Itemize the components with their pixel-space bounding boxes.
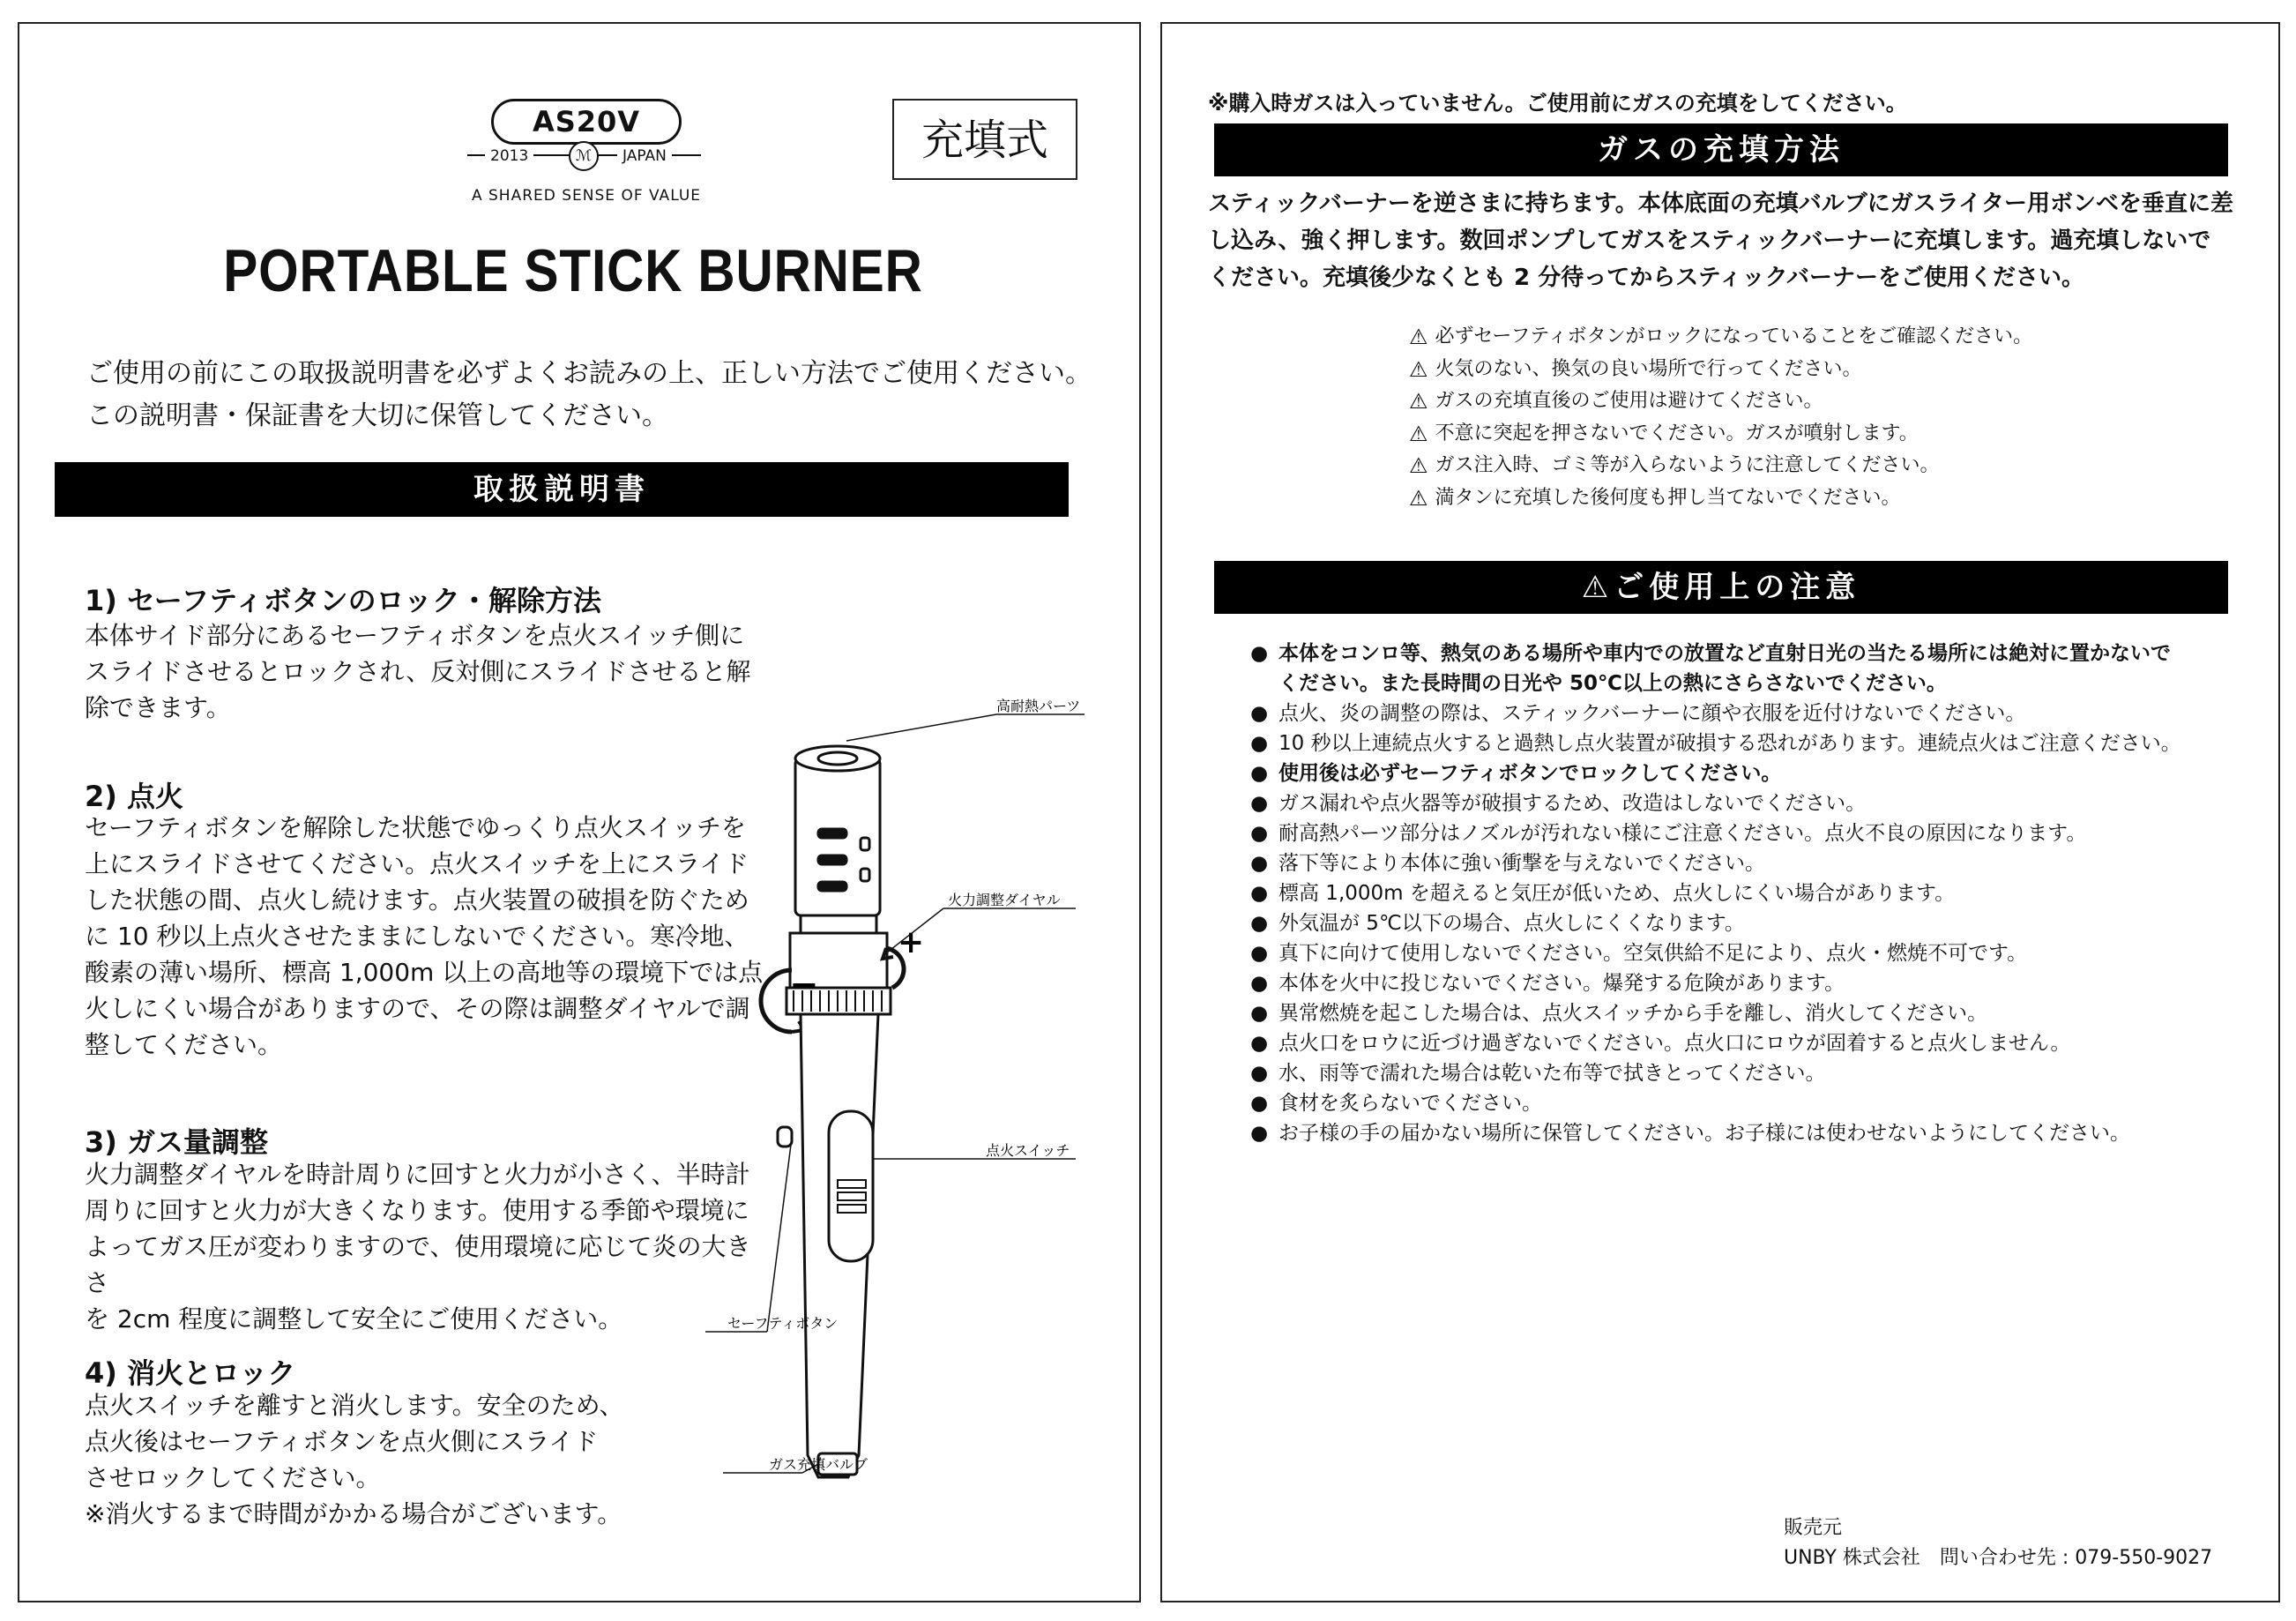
caution-item bbox=[1250, 818, 2220, 848]
bullet-icon: ● bbox=[1250, 912, 1269, 935]
body-line: 火力調整ダイヤルを時計周りに回すと火力が小さく、半時計 bbox=[85, 1160, 750, 1189]
body-line: 点火スイッチを離すと消火します。安全のため、 bbox=[85, 1391, 624, 1420]
warning-icon: ⚠ bbox=[1409, 421, 1428, 446]
caution-text: 耐高熱パーツ部分はノズルが汚れない様にご注意ください。点火不良の原因になります。 bbox=[1278, 822, 2087, 845]
body-line: セーフティボタンを解除した状態でゆっくり点火スイッチを bbox=[85, 813, 746, 842]
warning-icon: ⚠ bbox=[1409, 356, 1428, 382]
fill-line: し込み、強く押します。数回ポンプしてガスをスティックバーナーに充填します。過充填しないで bbox=[1208, 228, 2211, 254]
bullet-icon: ● bbox=[1250, 1062, 1269, 1085]
warning-icon: ⚠ bbox=[1409, 325, 1428, 349]
caution-list bbox=[1250, 639, 2220, 1148]
body-line: 整してください。 bbox=[85, 1030, 283, 1059]
logo-tagline: A SHARED SENSE OF VALUE bbox=[471, 187, 701, 205]
bullet-icon: ● bbox=[1250, 882, 1269, 905]
caution-text: ください。また長時間の日光や 50℃以上の熱にさらさないでください。 bbox=[1278, 672, 1947, 695]
caution-item bbox=[1250, 788, 2220, 818]
section-extinguish-heading: 4) 消火とロック bbox=[85, 1356, 296, 1390]
warning-item: ⚠ 火気のない、換気の良い場所で行ってください。 bbox=[1409, 354, 2032, 386]
body-line: よってガス圧が変わりますので、使用環境に応じて炎の大きさ bbox=[85, 1232, 751, 1297]
caution-text: 食材を炙らないでください。 bbox=[1278, 1092, 1542, 1115]
body-line: した状態の間、点火し続けます。点火装置の破損を防ぐため bbox=[85, 885, 749, 915]
caution-item bbox=[1250, 1058, 2220, 1088]
caution-text: 真下に向けて使用しないでください。空気供給不足により、点火・燃焼不可です。 bbox=[1278, 942, 2028, 965]
label-dial: 火力調整ダイヤル bbox=[948, 892, 1061, 908]
dial-minus-icon: − bbox=[789, 965, 819, 1005]
caution-text: 水、雨等で濡れた場合は乾いた布等で拭きとってください。 bbox=[1278, 1062, 1826, 1085]
warning-item: ⚠ 必ずセーフティボタンがロックになっていることをご確認ください。 bbox=[1409, 321, 2032, 354]
body-line: を 2cm 程度に調整して安全にご使用ください。 bbox=[85, 1304, 623, 1333]
caution-text: 外気温が 5℃以下の場合、点火しにくくなります。 bbox=[1278, 912, 1745, 935]
section-ignition-heading: 2) 点火 bbox=[85, 780, 184, 813]
warning-item: ⚠ 不意に突起を押さないでください。ガスが噴射します。 bbox=[1409, 418, 2032, 451]
intro-text bbox=[86, 353, 1100, 437]
bullet-icon: ● bbox=[1250, 1032, 1269, 1055]
bullet-icon: ● bbox=[1250, 972, 1269, 995]
dial-plus-icon: + bbox=[898, 924, 925, 960]
manual-heading: 取扱説明書 bbox=[55, 462, 1069, 517]
caution-text: お子様の手の届かない場所に保管してください。お子様には使わせないようにしてください。 bbox=[1278, 1122, 2130, 1145]
seller-company: UNBY 株式会社 問い合わせ先 : 079-550-9027 bbox=[1784, 1547, 2213, 1569]
caution-item bbox=[1250, 728, 2220, 758]
caution-item bbox=[1250, 938, 2220, 968]
caution-text: 本体を火中に投じないでください。爆発する危険があります。 bbox=[1278, 972, 1845, 995]
logo-year: 2013 bbox=[485, 147, 533, 165]
caution-text: 点火、炎の調整の際は、スティックバーナーに顔や衣服を近付けないでください。 bbox=[1278, 702, 2026, 725]
caution-item bbox=[1250, 848, 2220, 878]
page-title: PORTABLE STICK BURNER bbox=[223, 237, 923, 304]
caution-item bbox=[1250, 998, 2220, 1028]
caution-item bbox=[1250, 1088, 2220, 1118]
bullet-icon: ● bbox=[1250, 732, 1269, 755]
fill-heading: ガスの充填方法 bbox=[1214, 123, 2228, 176]
body-line: に 10 秒以上点火させたままにしないでください。寒冷地、 bbox=[85, 922, 749, 951]
logo-brand: AS20V bbox=[491, 99, 682, 145]
fill-line: スティックバーナーを逆さまに持ちます。本体底面の充填バルブにガスライター用ボンベを垂直に差 bbox=[1208, 190, 2233, 217]
intro-line: ご使用の前にこの取扱説明書を必ずよくお読みの上、正しい方法でご使用ください。 bbox=[86, 358, 1092, 389]
caution-text: 点火口をロウに近づけ過ぎないでください。点火口にロウが固着すると点火しません。 bbox=[1278, 1032, 2071, 1055]
body-line: 火しにくい場合がありますので、その際は調整ダイヤルで調 bbox=[85, 994, 750, 1023]
fill-warning-list bbox=[1409, 321, 2032, 514]
body-line: 酸素の薄い場所、標高 1,000m 以上の高地等の環境下では点 bbox=[85, 958, 764, 987]
bullet-icon: ● bbox=[1250, 1002, 1269, 1025]
bullet-icon: ● bbox=[1250, 702, 1269, 725]
section-gas-adjust-body bbox=[85, 1156, 764, 1337]
bullet-icon: ● bbox=[1250, 1122, 1269, 1145]
bullet-icon: ● bbox=[1250, 762, 1269, 785]
caution-item bbox=[1250, 878, 2220, 908]
caution-text: 10 秒以上連続点火すると過熱し点火装置が破損する恐れがあります。連続点火はご注意ください。 bbox=[1278, 732, 2181, 755]
warning-icon: ⚠ bbox=[1409, 453, 1428, 478]
bullet-icon: ● bbox=[1250, 822, 1269, 845]
caution-item bbox=[1250, 968, 2220, 998]
body-line: させロックしてください。 bbox=[85, 1463, 381, 1492]
warning-icon: ⚠ bbox=[1409, 389, 1428, 414]
brand-logo bbox=[445, 63, 710, 213]
section-ignition-body bbox=[85, 810, 764, 1063]
fill-instructions bbox=[1208, 185, 2235, 296]
bullet-icon: ● bbox=[1250, 792, 1269, 815]
section-safety-body bbox=[85, 617, 764, 726]
bullet-icon: ● bbox=[1250, 852, 1269, 875]
caution-item bbox=[1250, 1028, 2220, 1058]
body-line: 点火後はセーフティボタンを点火側にスライド bbox=[85, 1427, 599, 1456]
caution-item bbox=[1250, 1118, 2220, 1148]
warning-item: ⚠ ガス注入時、ゴミ等が入らないように注意してください。 bbox=[1409, 450, 2032, 482]
body-line: スライドさせるとロックされ、反対側にスライドさせると解 bbox=[85, 657, 751, 686]
bullet-icon bbox=[1250, 669, 1278, 698]
refill-type-label: 充填式 bbox=[892, 99, 1077, 180]
intro-line: この説明書・保証書を大切に保管してください。 bbox=[86, 400, 668, 431]
caution-text: 異常燃焼を起こした場合は、点火スイッチから手を離し、消火してください。 bbox=[1278, 1002, 1988, 1025]
caution-text: 本体をコンロ等、熱気のある場所や車内での放置など直射日光の当たる場所には絶対に置かないで bbox=[1278, 642, 2171, 665]
caution-item bbox=[1250, 669, 2220, 698]
label-valve: ガス充填バルブ bbox=[769, 1456, 868, 1473]
section-extinguish-body bbox=[85, 1387, 719, 1532]
caution-item bbox=[1250, 758, 2220, 788]
caution-item bbox=[1250, 698, 2220, 728]
bullet-icon: ● bbox=[1250, 1092, 1269, 1115]
seller-label: 販売元 bbox=[1784, 1517, 1843, 1539]
caution-text: ガス漏れや点火器等が破損するため、改造はしないでください。 bbox=[1278, 792, 1867, 815]
section-gas-adjust-heading: 3) ガス量調整 bbox=[85, 1125, 269, 1159]
body-line: 上にスライドさせてください。点火スイッチを上にスライド bbox=[85, 849, 749, 878]
body-line: 周りに回すと火力が大きくなります。使用する季節や環境に bbox=[85, 1196, 749, 1225]
section-safety-heading: 1) セーフティボタンのロック・解除方法 bbox=[85, 584, 601, 617]
caution-item bbox=[1250, 908, 2220, 938]
warning-item: ⚠ ガスの充填直後のご使用は避けてください。 bbox=[1409, 385, 2032, 418]
burner-diagram bbox=[705, 697, 1120, 1517]
fill-line: ください。充填後少なくとも 2 分待ってからスティックバーナーをご使用ください。 bbox=[1208, 265, 2085, 291]
label-switch: 点火スイッチ bbox=[986, 1142, 1070, 1159]
bullet-icon: ● bbox=[1250, 642, 1269, 665]
purchase-notice: ※購入時ガスは入っていません。ご使用前にガスの充填をしてください。 bbox=[1208, 91, 1907, 116]
warning-item: ⚠ 満タンに充填した後何度も押し当てないでください。 bbox=[1409, 482, 2032, 515]
caution-heading: ⚠ご使用上の注意 bbox=[1214, 561, 2228, 614]
body-line: ※消火するまで時間がかかる場合がございます。 bbox=[85, 1499, 622, 1528]
logo-emblem-icon: ℳ bbox=[569, 141, 599, 171]
nozzle-top-icon bbox=[795, 746, 880, 771]
caution-text: 使用後は必ずセーフティボタンでロックしてください。 bbox=[1278, 762, 1782, 785]
caution-text: 落下等により本体に強い衝撃を与えないでください。 bbox=[1278, 852, 1765, 875]
caution-item bbox=[1250, 639, 2220, 669]
warning-icon: ⚠ bbox=[1581, 570, 1614, 605]
safety-button-icon bbox=[778, 1127, 792, 1147]
body-line: 本体サイド部分にあるセーフティボタンを点火スイッチ側に bbox=[85, 621, 745, 650]
warning-icon: ⚠ bbox=[1409, 485, 1428, 511]
body-line: 除できます。 bbox=[85, 693, 231, 722]
label-safety: セーフティボタン bbox=[727, 1315, 839, 1332]
label-nozzle: 高耐熱パーツ bbox=[996, 698, 1081, 714]
seller-info bbox=[1784, 1513, 2212, 1573]
caution-text: 標高 1,000m を超えると気圧が低いため、点火しにくい場合があります。 bbox=[1278, 882, 1956, 905]
logo-country: JAPAN bbox=[617, 147, 672, 165]
bullet-icon: ● bbox=[1250, 942, 1269, 965]
